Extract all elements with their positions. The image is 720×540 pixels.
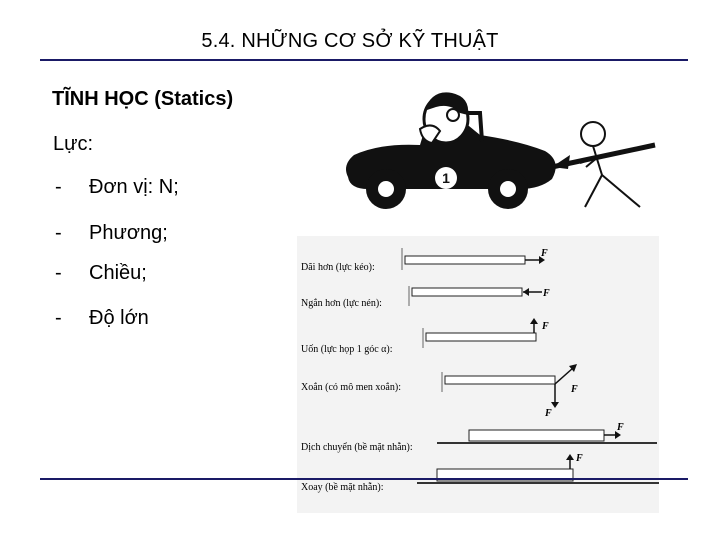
force-label-torsion: Xoắn (có mô men xoắn): bbox=[301, 382, 401, 393]
bar-bending bbox=[426, 333, 536, 341]
wheel-hub bbox=[500, 181, 516, 197]
title-underline bbox=[40, 59, 688, 61]
force-symbol: F bbox=[571, 384, 578, 395]
section-heading: TĨNH HỌC (Statics) bbox=[52, 88, 234, 110]
subheading: Lực: bbox=[53, 133, 94, 155]
stick-figure-leg bbox=[585, 175, 602, 207]
force-symbol: F bbox=[545, 408, 552, 419]
block-sliding bbox=[469, 430, 604, 441]
surface-rotation bbox=[417, 482, 659, 484]
bullet-dash: - bbox=[55, 262, 62, 284]
bullet-text: Phương; bbox=[89, 222, 168, 244]
bar-compression bbox=[412, 288, 522, 296]
force-symbol: F bbox=[576, 453, 583, 464]
bar-torsion bbox=[445, 376, 555, 384]
force-label-rotation: Xoay (bề mặt nhẵn): bbox=[301, 482, 384, 493]
bullet-dash: - bbox=[55, 222, 62, 244]
bullet-item bbox=[55, 262, 147, 285]
force-symbol: F bbox=[542, 321, 549, 332]
force-label-sliding: Dịch chuyển (bề mặt nhẵn): bbox=[301, 442, 413, 453]
force-symbol: F bbox=[541, 248, 548, 259]
force-label-compression: Ngắn hơn (lực nén): bbox=[301, 298, 382, 309]
stick-figure-leg bbox=[602, 175, 640, 207]
bullet-dash: - bbox=[55, 176, 62, 198]
force-label-tension: Dãi hơn (lực kéo): bbox=[301, 262, 375, 273]
bullet-dash: - bbox=[55, 307, 62, 329]
car-number: 1 bbox=[442, 170, 450, 186]
helmet-badge bbox=[447, 109, 459, 121]
footer-rule bbox=[40, 478, 688, 480]
stick-figure-head bbox=[581, 122, 605, 146]
bullet-text: Chiều; bbox=[89, 262, 147, 284]
bullet-text: Độ lớn bbox=[89, 307, 149, 329]
bar-tension bbox=[405, 256, 525, 264]
surface-sliding bbox=[437, 442, 657, 444]
car-pull-illustration bbox=[340, 85, 660, 210]
slide-title: 5.4. NHỮNG CƠ SỞ KỸ THUẬT bbox=[201, 30, 499, 52]
wheel-hub bbox=[378, 181, 394, 197]
bullet-text: Đơn vị: N; bbox=[89, 176, 179, 198]
force-label-bending: Uốn (lực họp 1 góc α): bbox=[301, 344, 393, 355]
bullet-item bbox=[55, 222, 168, 245]
force-types-diagram bbox=[297, 236, 659, 513]
force-symbol: F bbox=[617, 422, 624, 433]
bullet-item bbox=[55, 176, 179, 199]
bullet-item bbox=[55, 307, 149, 330]
force-symbol: F bbox=[543, 288, 550, 299]
